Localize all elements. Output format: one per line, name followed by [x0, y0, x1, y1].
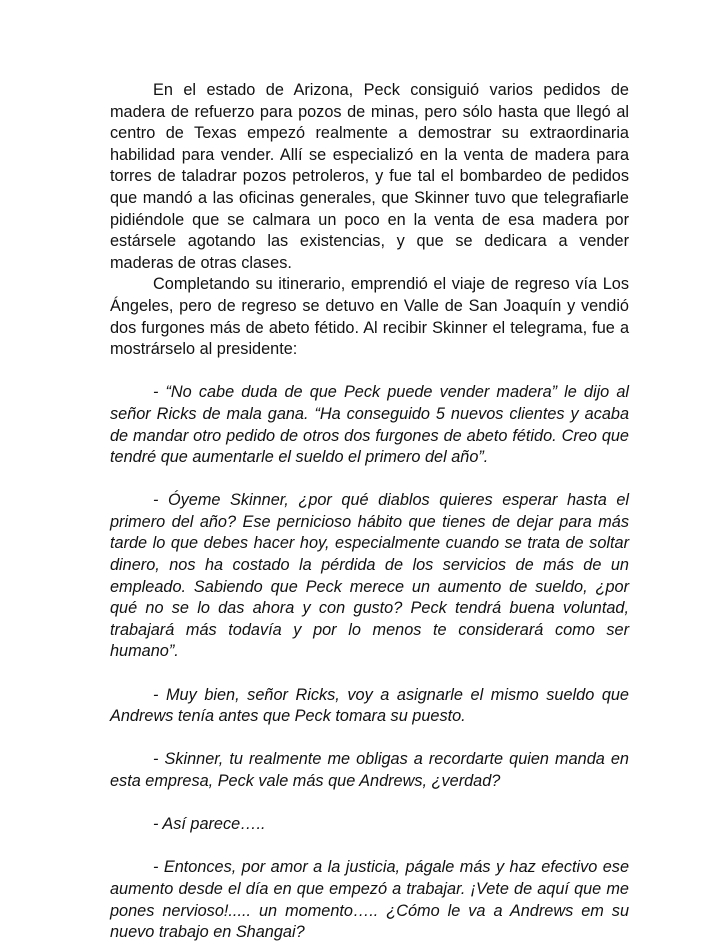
- document-page: [110, 80, 629, 944]
- paragraph-arizona: En el estado de Arizona, Peck consiguió varios pedidos de madera de refuerzo para pozos de minas, pero sólo hasta que llegó al centro de Texas empezó realmente a demostrar su extraordinaria habilidad para vender. Allí se especializó en la venta de madera para torres de taladrar pozos petroleros, y fue tal el bombardeo de pedidos que mandó a las oficinas generales, que Skinner tuvo que telegrafiarle pidiéndole que se calmara un poco en la venta de esa madera por estársele agotando las existencias, y que se dedicara a vender maderas de otras clases.: [110, 81, 629, 272]
- dialogue-skinner-salary: - Muy bien, señor Ricks, voy a asignarle el mismo sueldo que Andrews tenía antes que Peck tomara su puesto.: [110, 685, 629, 726]
- dialogue-skinner-peck: - “No cabe duda de que Peck puede vender madera” le dijo al señor Ricks de mala gana. “Ha conseguido 5 nuevos clientes y acaba de mandar otro pedido de otros dos furgones de abeto fétido. Creo que tendré que aumentarle el sueldo el primero del año”.: [110, 383, 629, 467]
- dialogue-ricks-reply: - Óyeme Skinner, ¿por qué diablos quieres esperar hasta el primero del año? Ese pernicioso hábito que tienes de dejar para más tarde lo que debes hacer hoy, especialmente cuando se trata de soltar dinero, nos ha costado la pérdida de los servicios de más de un empleado. Sabiendo que Peck merece un aumento de sueldo, ¿por qué no se lo das ahora y con gusto? Peck tendrá buena voluntad, trabajará más todavía y por lo menos te considerará como ser humano”.: [110, 491, 629, 661]
- paragraph-itinerary: Completando su itinerario, emprendió el viaje de regreso vía Los Ángeles, pero de regreso se detuvo en Valle de San Joaquín y vendió dos furgones más de abeto fétido. Al recibir Skinner el telegrama, fue a mostrárselo al presidente:: [110, 275, 629, 359]
- dialogue-skinner-agree: - Así parece…..: [153, 815, 266, 834]
- dialogue-ricks-remind: - Skinner, tu realmente me obligas a recordarte quien manda en esta empresa, Peck vale más que Andrews, ¿verdad?: [110, 750, 629, 790]
- dialogue-ricks-final: - Entonces, por amor a la justicia, págale más y haz efectivo ese aumento desde el día en que empezó a trabajar. ¡Vete de aquí que me pones nervioso!..... un momento….. ¿Cómo le va a Andrews em su nuevo trabajo en Shangai?: [110, 858, 629, 942]
